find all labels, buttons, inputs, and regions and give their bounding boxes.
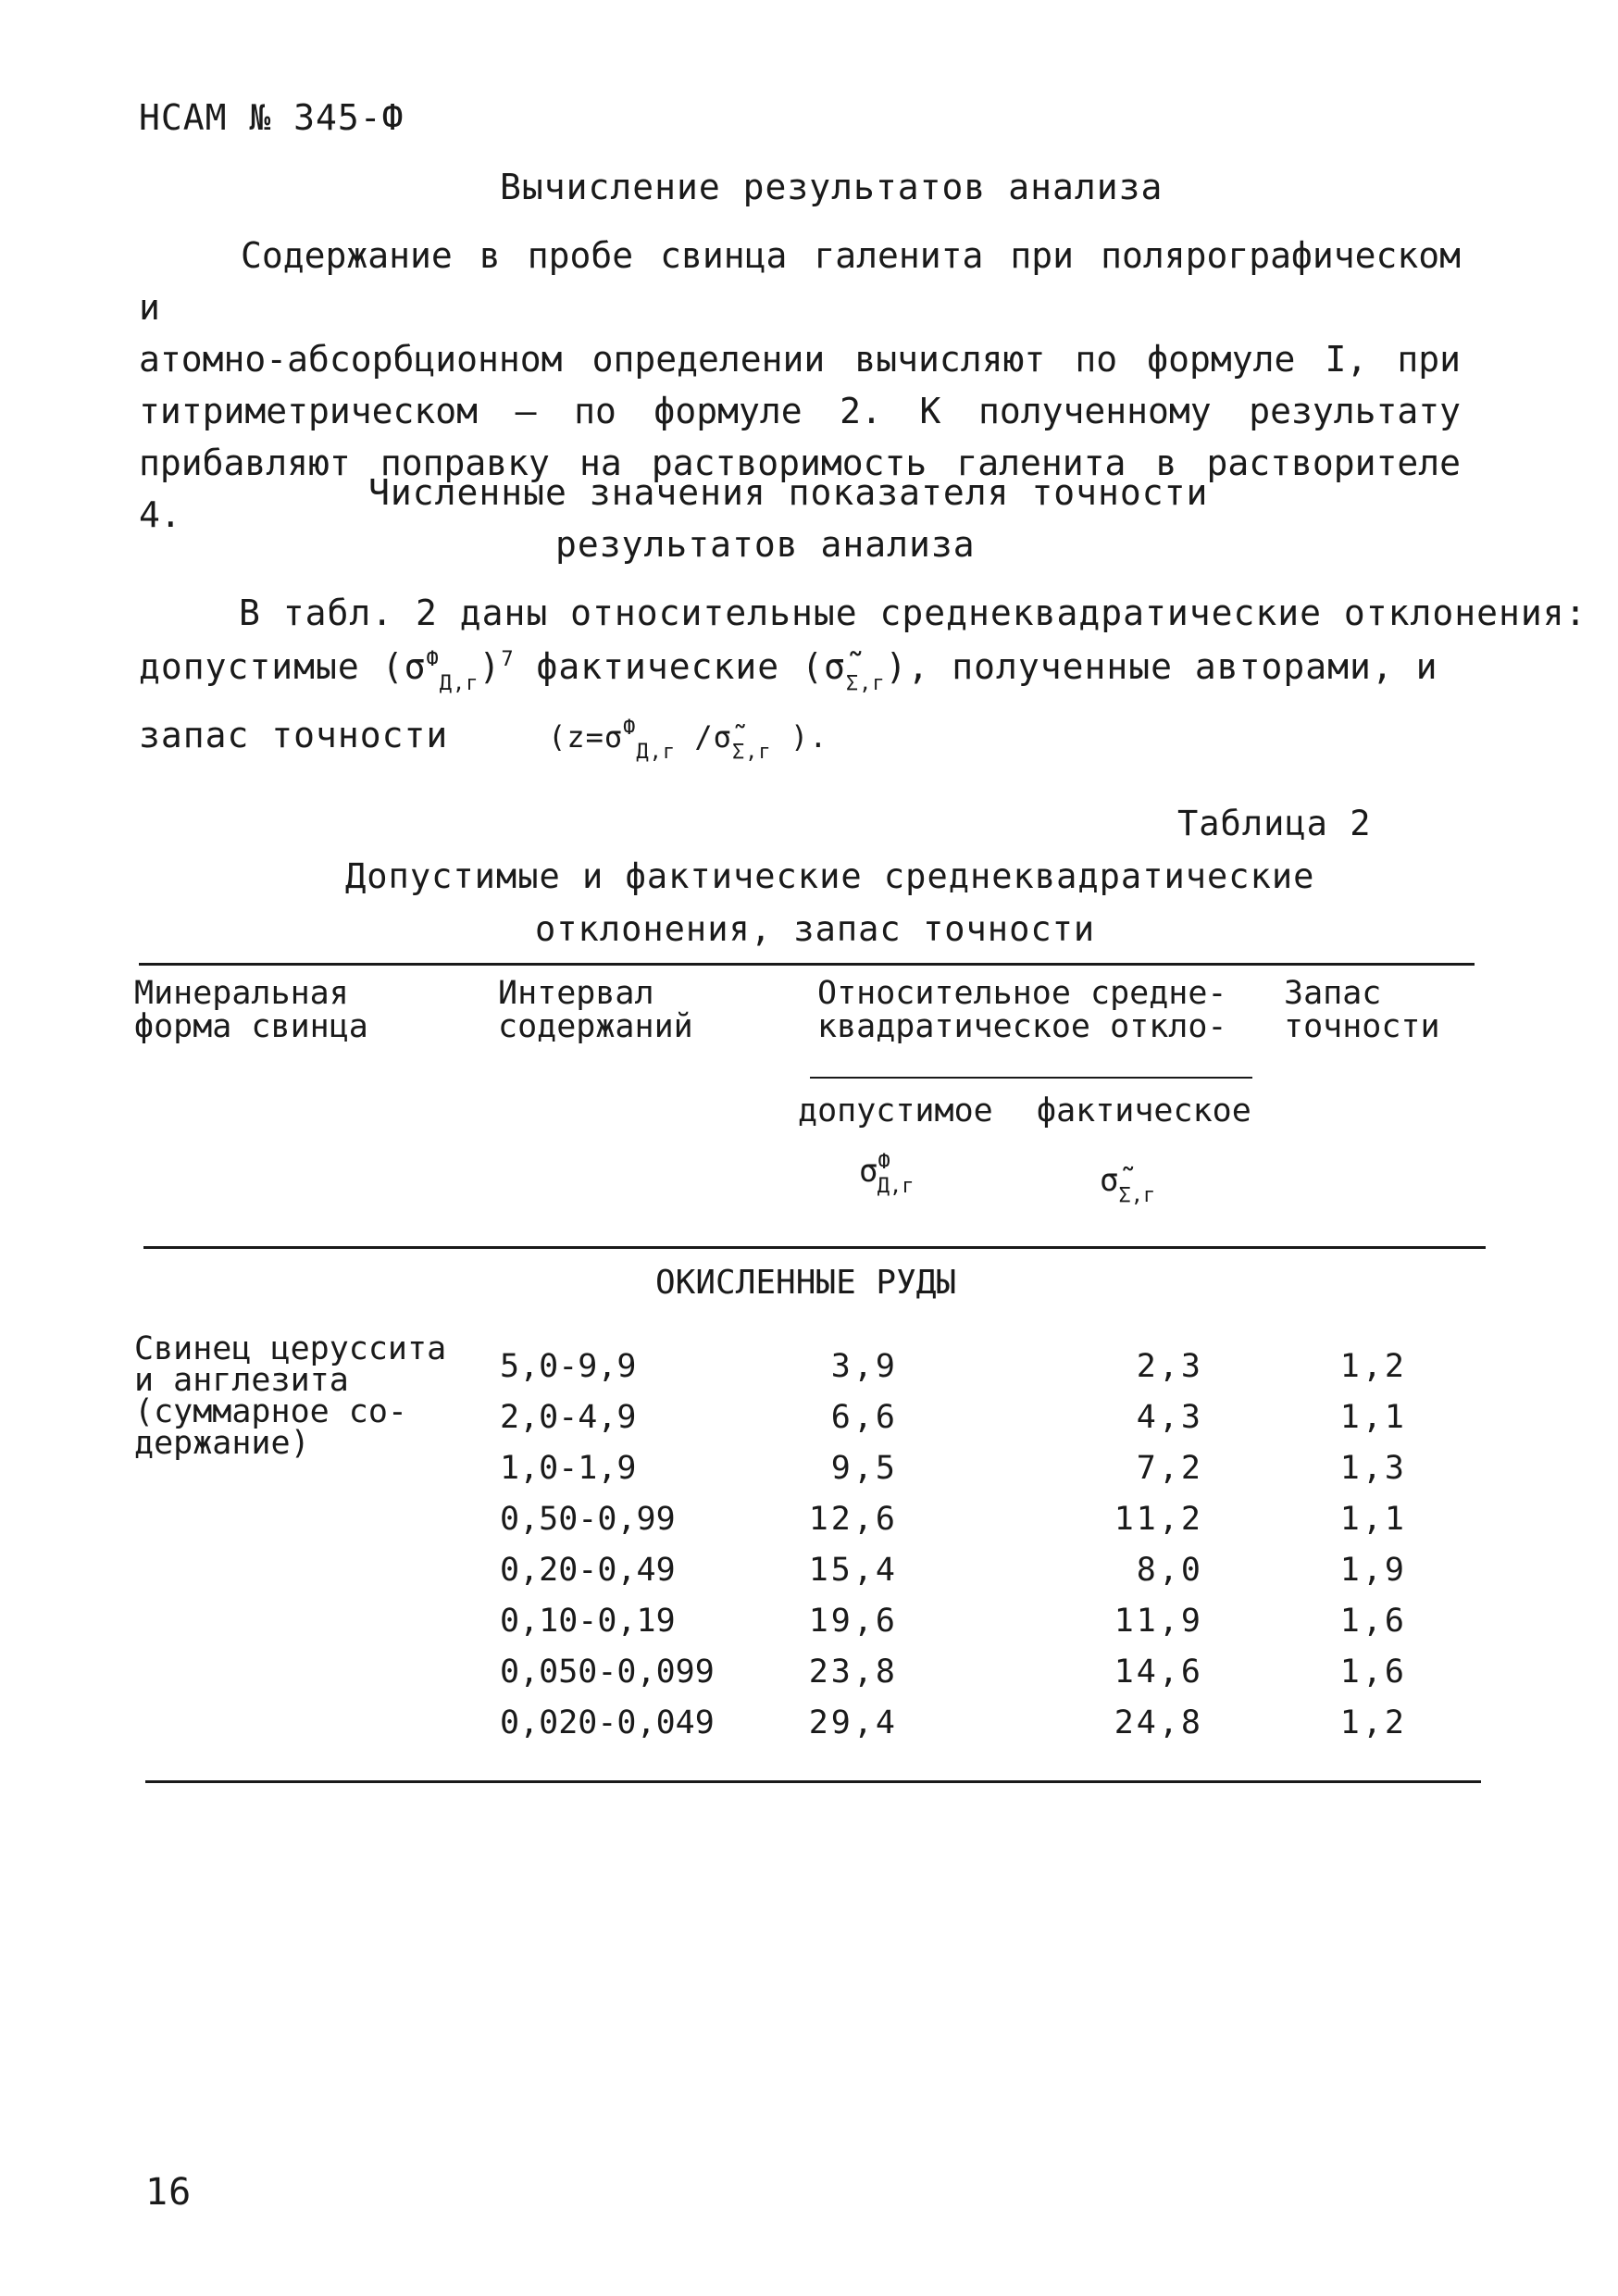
- sigma-tilde-symbol: σ̃: [1100, 1162, 1119, 1199]
- interval-cell: 5,0-9,9: [500, 1348, 637, 1385]
- interval-cell: 0,020-0,049: [500, 1704, 715, 1741]
- phi-superscript: Ф: [623, 717, 637, 740]
- sigma-tilde-symbol: σ̃: [823, 646, 846, 687]
- sg-subscript: Σ,г: [845, 672, 886, 695]
- text-fragment: допустимые: [139, 646, 360, 687]
- sg-subscript: Σ,г: [731, 741, 772, 764]
- actual-cell: 2,3: [1136, 1348, 1203, 1385]
- phi-superscript: Ф: [426, 648, 440, 671]
- margin-cell: 1,3: [1339, 1450, 1407, 1487]
- text-fragment: фактические: [536, 646, 780, 687]
- paragraph-line: прибавляют поправку на растворимость галенита в растворителе 4.: [139, 443, 1461, 535]
- header-text: Интервал: [498, 975, 654, 1012]
- actual-cell: 24,8: [1114, 1704, 1203, 1741]
- header-content-interval: [498, 977, 693, 1043]
- accuracy-paragraph-line3: запас точности ($z=\sigma^Ф_{Д,г}$ $/\sigmã_{\Sigma,г}$ ).: [139, 715, 828, 764]
- sigma-allowed-symbol: [859, 1151, 915, 1198]
- sigma-symbol: σ: [604, 719, 624, 755]
- sigma-symbol: σ: [404, 646, 427, 687]
- mineral-form-cell: [134, 1330, 447, 1462]
- paragraph-line: Содержание в пробе свинца галенита при полярографическом и: [139, 235, 1461, 328]
- allowed-cell: 12,6: [808, 1501, 898, 1538]
- table-bottom-rule: [145, 1780, 1481, 1783]
- mineral-line: Свинец церуссита: [134, 1330, 447, 1367]
- interval-cell: 2,0-4,9: [500, 1399, 637, 1436]
- sg-subscript: Σ,г: [1118, 1184, 1156, 1207]
- table-title-line2: отклонения, запас точности: [535, 909, 1096, 949]
- header-text: содержаний: [498, 1008, 693, 1045]
- sigma-tilde-symbol: σ̃: [713, 719, 732, 755]
- margin-cell: 1,6: [1339, 1603, 1407, 1640]
- section-title-accuracy-line1: Численные значения показателя точности: [368, 472, 1209, 513]
- section-title-accuracy-line2: результатов анализа: [555, 524, 976, 565]
- allowed-cell: 6,6: [830, 1399, 898, 1436]
- actual-cell: 4,3: [1136, 1399, 1203, 1436]
- section-title-calculation: Вычисление результатов анализа: [500, 167, 1164, 207]
- allowed-cell: 9,5: [830, 1450, 898, 1487]
- paragraph-line: атомно-абсорбционном определении вычисляют по формуле I, при: [139, 339, 1461, 380]
- header-text: Относительное средне-: [817, 975, 1227, 1012]
- interval-cell: 0,050-0,099: [500, 1653, 715, 1691]
- allowed-cell: 19,6: [808, 1603, 898, 1640]
- header-text: форма свинца: [134, 1008, 368, 1045]
- header-text: Минеральная: [134, 975, 349, 1012]
- table-header-rule: [143, 1246, 1486, 1249]
- margin-cell: 1,1: [1339, 1501, 1407, 1538]
- document-id: НСАМ № 345-Ф: [139, 97, 404, 138]
- mineral-line: (суммарное со-: [134, 1393, 408, 1430]
- dg-subscript: Д,г: [439, 672, 479, 695]
- header-accuracy-margin: [1284, 977, 1440, 1043]
- margin-cell: 1,9: [1339, 1552, 1407, 1589]
- actual-cell: 8,0: [1136, 1552, 1203, 1589]
- header-mineral-form: [134, 977, 368, 1043]
- header-text: квадратическое откло-: [817, 1008, 1227, 1045]
- table-title-line1: Допустимые и фактические среднеквадратические: [345, 856, 1315, 896]
- actual-cell: 7,2: [1136, 1450, 1203, 1487]
- table-top-rule: [139, 963, 1475, 966]
- interval-cell: 0,20-0,49: [500, 1552, 676, 1589]
- subheader-rule: [810, 1077, 1252, 1079]
- sigma-symbol: σ: [859, 1153, 878, 1190]
- subheader-allowed: допустимое: [798, 1092, 993, 1129]
- header-text: точности: [1284, 1008, 1440, 1045]
- dg-subscript: Д,г: [877, 1175, 915, 1198]
- sigma-actual-symbol: [1100, 1162, 1156, 1207]
- table-caption-number: Таблица 2: [1177, 804, 1372, 843]
- mineral-line: держание): [134, 1425, 310, 1462]
- interval-cell: 0,50-0,99: [500, 1501, 676, 1538]
- accuracy-paragraph-line2: допустимые $(\sigma^Ф_{Д,г})^7$ фактические $(\sigmã_{\Sigma,г})$, полученные авторами, и: [139, 646, 1438, 695]
- accuracy-paragraph-line1: В табл. 2 даны относительные среднеквадратические отклонения:: [239, 593, 1587, 633]
- paragraph-line: титриметрическом – по формуле 2. К полученному результату: [139, 391, 1461, 431]
- header-relative-deviation: [817, 977, 1227, 1043]
- interval-cell: 1,0-1,9: [500, 1450, 637, 1487]
- interval-cell: 0,10-0,19: [500, 1603, 676, 1640]
- allowed-cell: 15,4: [808, 1552, 898, 1589]
- phi-superscript: Ф: [877, 1151, 890, 1174]
- dg-subscript: Д,г: [636, 741, 677, 764]
- page-number: 16: [145, 2171, 193, 2214]
- actual-cell: 11,2: [1114, 1501, 1203, 1538]
- actual-cell: 11,9: [1114, 1603, 1203, 1640]
- margin-cell: 1,1: [1339, 1399, 1407, 1436]
- group-title-oxidized-ores: ОКИСЛЕННЫЕ РУДЫ: [655, 1264, 957, 1302]
- actual-cell: 14,6: [1114, 1653, 1203, 1691]
- header-text: Запас: [1284, 975, 1382, 1012]
- text-fragment: полученные авторами, и: [952, 646, 1438, 687]
- text-fragment: запас точности: [139, 715, 449, 755]
- allowed-cell: 3,9: [830, 1348, 898, 1385]
- z-equation: z=: [566, 719, 604, 755]
- subheader-actual: фактическое: [1037, 1092, 1251, 1129]
- allowed-cell: 23,8: [808, 1653, 898, 1691]
- allowed-cell: 29,4: [808, 1704, 898, 1741]
- margin-cell: 1,2: [1339, 1704, 1407, 1741]
- mineral-line: и англезита: [134, 1362, 349, 1399]
- margin-cell: 1,2: [1339, 1348, 1407, 1385]
- margin-cell: 1,6: [1339, 1653, 1407, 1691]
